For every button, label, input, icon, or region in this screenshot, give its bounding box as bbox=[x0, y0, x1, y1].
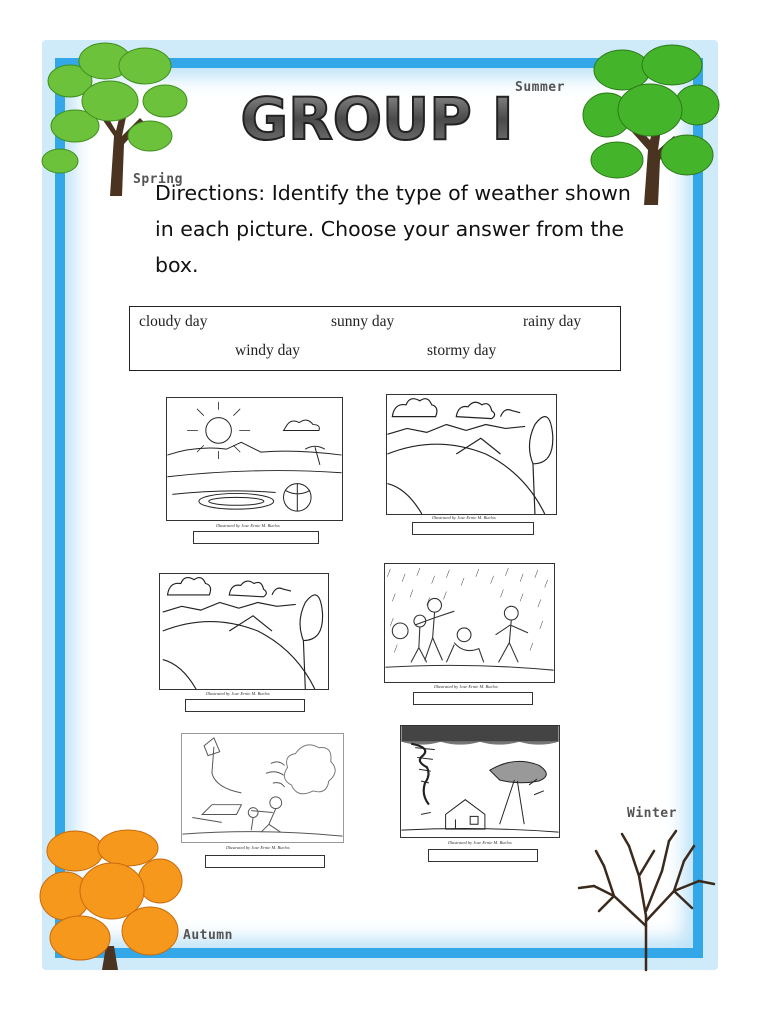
choice-sunny-day: sunny day bbox=[331, 313, 395, 330]
choice-rainy-day: rainy day bbox=[523, 313, 582, 330]
title-text: GROUP I bbox=[240, 85, 514, 153]
season-label-winter: Winter bbox=[627, 806, 677, 821]
cloudy-day-picture-2 bbox=[159, 573, 329, 690]
cloudy-day-picture bbox=[386, 394, 557, 515]
autumn-tree-icon bbox=[40, 826, 182, 970]
answer-field-2[interactable] bbox=[412, 522, 534, 535]
picture-credit: Illustrated by Jose Ernie M. Buelos bbox=[432, 515, 496, 520]
answer-field-4[interactable] bbox=[413, 692, 533, 705]
season-label-spring: Spring bbox=[133, 172, 183, 187]
rainy-day-picture bbox=[384, 563, 555, 683]
answer-field-5[interactable] bbox=[205, 855, 325, 868]
picture-credit: Illustrated by Jose Ernie M. Buelos bbox=[226, 845, 290, 850]
group-title bbox=[240, 84, 514, 153]
sunny-day-picture bbox=[166, 397, 343, 521]
stormy-day-picture bbox=[400, 725, 560, 838]
season-label-autumn: Autumn bbox=[183, 928, 233, 943]
answer-field-6[interactable] bbox=[428, 849, 538, 862]
answer-choices-box bbox=[129, 306, 621, 371]
answer-field-3[interactable] bbox=[185, 699, 305, 712]
season-label-summer: Summer bbox=[515, 80, 565, 95]
picture-credit: Illustrated by Jose Ernie M. Buelos bbox=[434, 684, 498, 689]
choice-cloudy-day: cloudy day bbox=[139, 313, 208, 330]
picture-credit: Illustrated by Jose Ernie M. Buelos bbox=[206, 691, 270, 696]
choice-windy-day: windy day bbox=[235, 342, 301, 359]
winter-tree-icon bbox=[574, 826, 718, 970]
choice-stormy-day: stormy day bbox=[427, 342, 497, 359]
directions-text: Directions: Identify the type of weather shown in each picture. Choose your answer from the box. bbox=[155, 181, 631, 277]
picture-credit: Illustrated by Jose Ernie M. Buelos bbox=[216, 523, 280, 528]
picture-credit: Illustrated by Jose Ernie M. Buelos bbox=[448, 840, 512, 845]
windy-day-picture bbox=[181, 733, 344, 843]
spring-tree-icon bbox=[40, 36, 190, 196]
answer-field-1[interactable] bbox=[193, 531, 319, 544]
